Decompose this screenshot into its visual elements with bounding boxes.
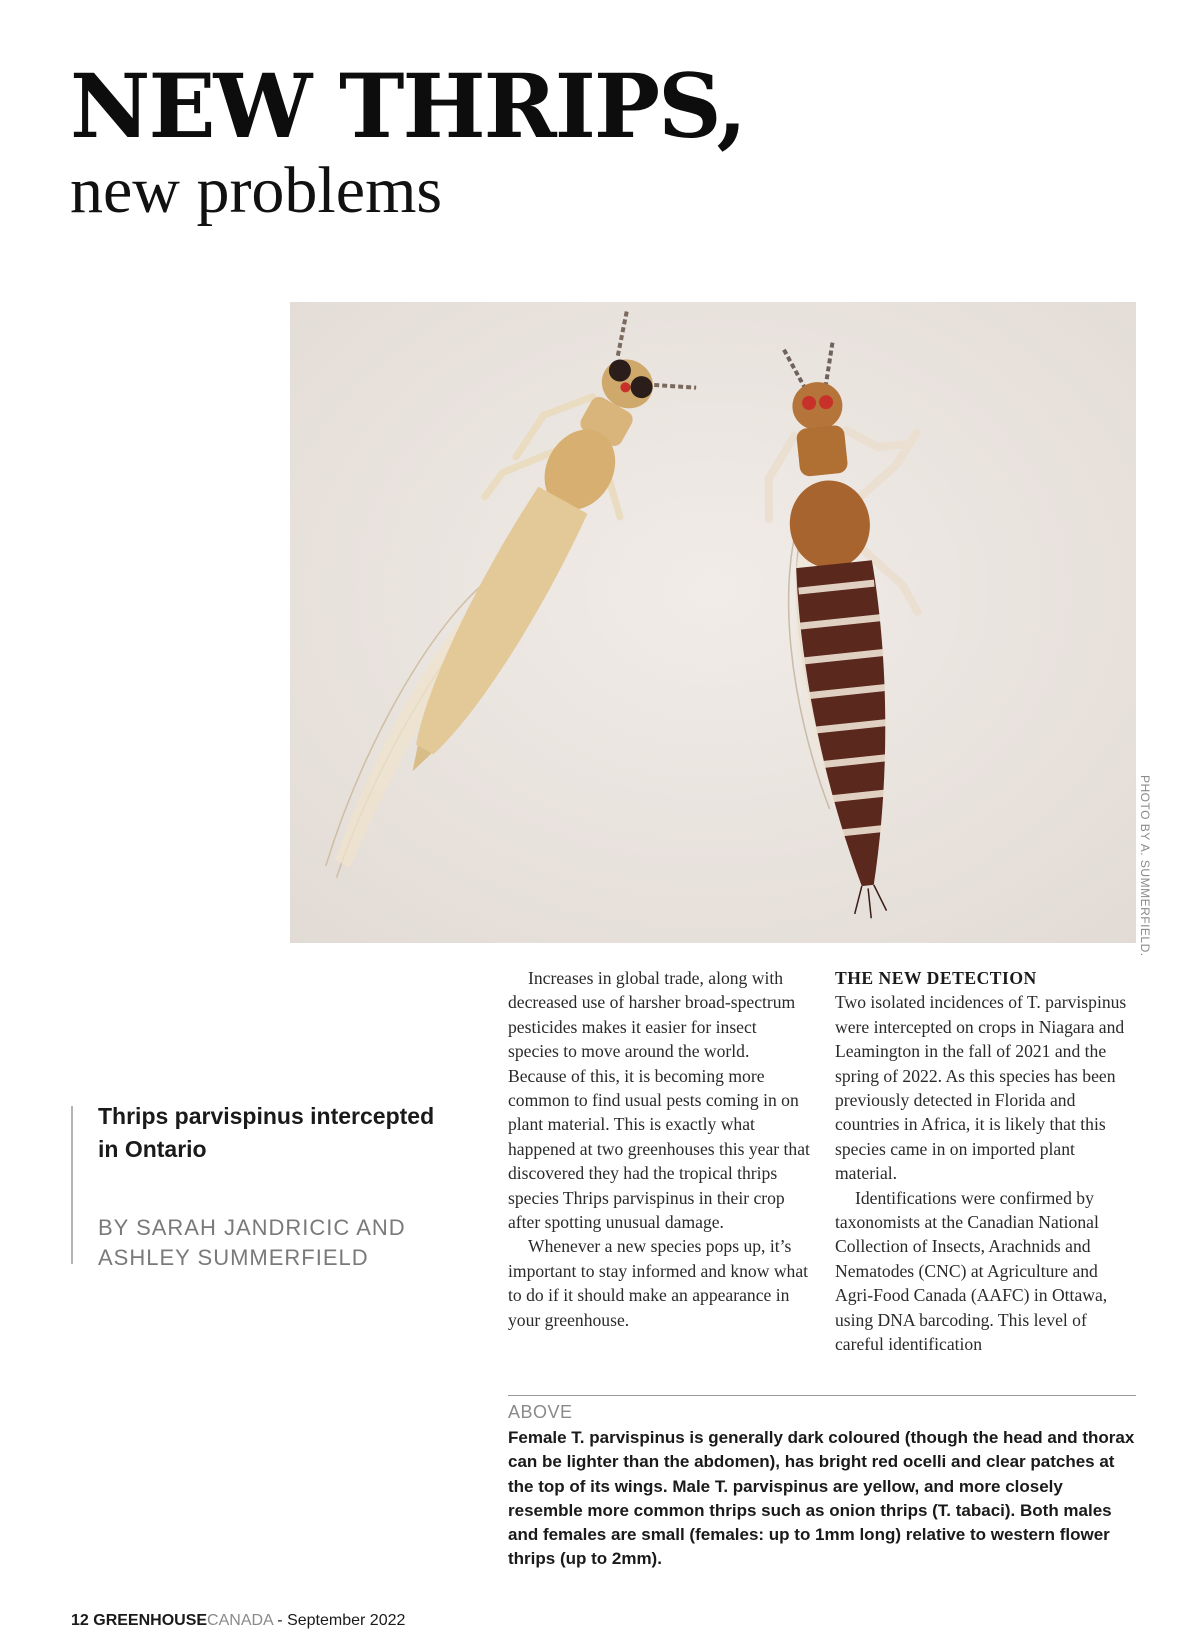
page-number: 12 xyxy=(71,1612,89,1629)
body-paragraph: Whenever a new species pops up, it’s important to stay informed and know what to do if it should make an appearance in your greenhouse. xyxy=(508,1236,809,1330)
body-paragraph: Two isolated incidences of T. parvispinus were intercepted on crops in Niagara and Leamington in the fall of 2021 and the spring of 2022. As this species has been previously detected in Florida and countries in Africa, it is likely that this species came in on imported plant material. xyxy=(835,992,1127,1184)
issue-date: September 2022 xyxy=(287,1612,406,1629)
caption-label: ABOVE xyxy=(508,1402,573,1422)
body-column-1 xyxy=(508,966,810,1332)
sidebar-divider xyxy=(71,1106,73,1264)
article-deck: Thrips parvispinus intercepted in Ontario xyxy=(98,1103,435,1162)
thrips-photo xyxy=(290,302,1136,943)
magazine-name-suffix: CANADA xyxy=(207,1612,273,1629)
photo-caption: Female T. parvispinus is generally dark coloured (though the head and thorax can be lighter than the abdomen), has bright red ocelli and clear patches at the top of its wings. Male T. parvispinus are yellow, and more closely resemble more common thrips such as onion thrips (T. tabaci). Both males and females are small (females: up to 1mm long) relative to western flower thrips (up to 2mm). xyxy=(508,1428,1135,1569)
page-footer xyxy=(71,1612,405,1630)
byline-line: BY SARAH JANDRICIC AND xyxy=(98,1215,406,1240)
section-heading: THE NEW DETECTION xyxy=(835,968,1037,988)
magazine-name: GREENHOUSE xyxy=(93,1612,208,1629)
body-column-2 xyxy=(835,966,1137,1357)
headline-subtitle: new problems xyxy=(70,154,443,227)
photo-credit: PHOTO BY A. SUMMERFIELD. xyxy=(1138,775,1152,957)
byline-line: ASHLEY SUMMERFIELD xyxy=(98,1245,369,1270)
byline xyxy=(98,1213,458,1273)
headline: NEW THRIPS, xyxy=(70,54,746,158)
body-paragraph: Increases in global trade, along with decreased use of harsher broad-spectrum pesticides makes it easier for insect species to move around the world. Because of this, it is becoming more common to find usual pests coming in on plant material. This is exactly what happened at two greenhouses this year that discovered they had the tropical thrips species Thrips parvispinus in their crop after spotting unusual damage. xyxy=(508,968,810,1233)
body-paragraph: Identifications were confirmed by taxonomists at the Canadian National Collection of Insects, Arachnids and Nematodes (CNC) at Agriculture and Agri-Food Canada (AAFC) in Ottawa, using DNA barcoding. This level of careful identification xyxy=(835,1187,1108,1355)
footer-separator: - xyxy=(277,1612,283,1629)
caption-divider xyxy=(508,1395,1136,1396)
